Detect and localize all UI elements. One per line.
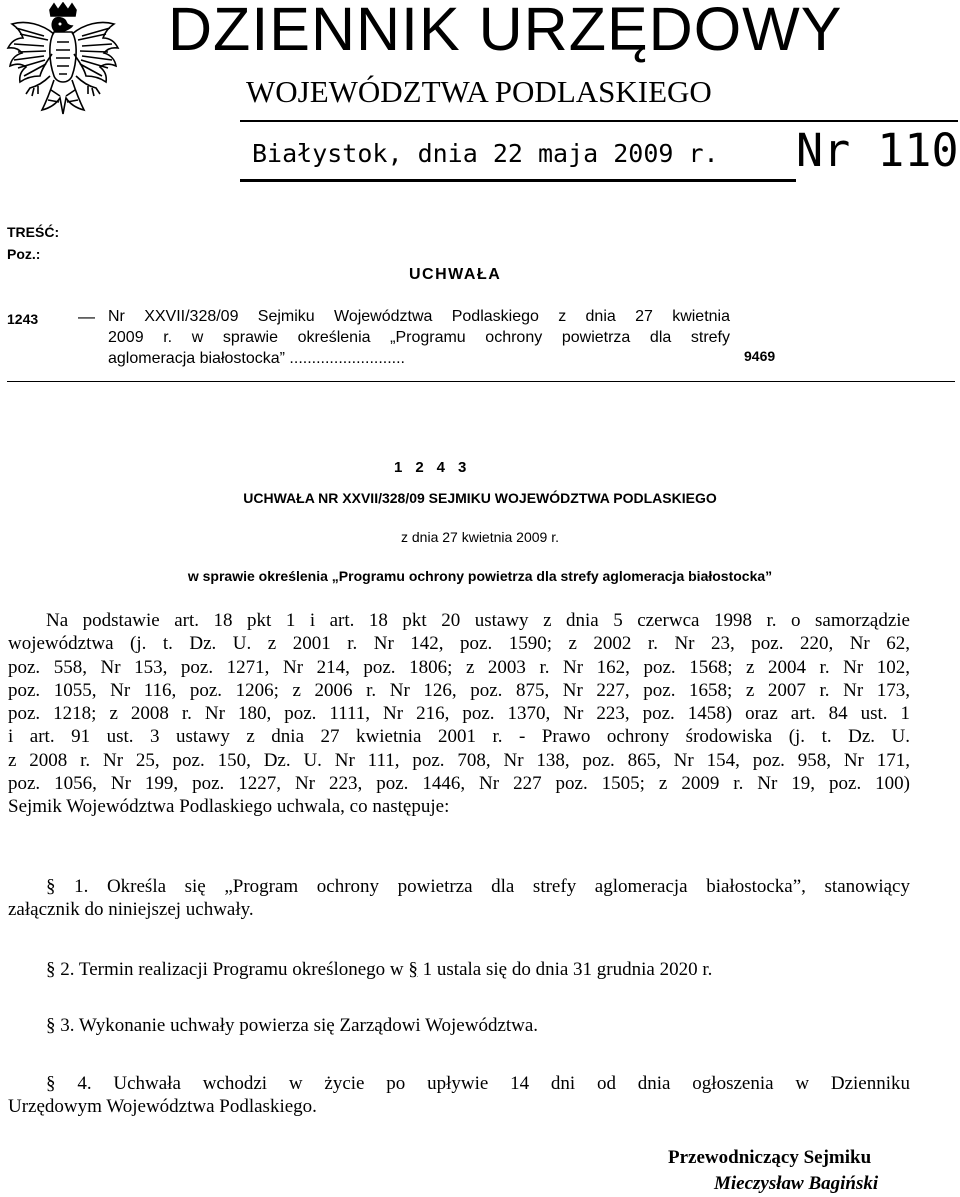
toc-poz-label: Poz.: — [7, 246, 41, 262]
section-text: Termin realizacji Programu określonego w — [78, 959, 409, 980]
section-4-line-2: Urzędowym Województwa Podlaskiego. — [8, 1096, 317, 1118]
document-position-number: 1243 — [394, 459, 480, 476]
toc-divider — [7, 381, 955, 382]
section-reference-mark: § — [408, 959, 418, 980]
preamble-line: poz. 1055, Nr 116, poz. 1206; z 2006 r. Nr 126, poz. 875, Nr 227, poz. 1658; z 2007 r. Nr 173, — [8, 679, 910, 701]
section-mark: § — [46, 1073, 56, 1094]
section-text: Określa się „Program ochrony powietrza dla strefy aglomeracja białostocka”, stanowiący — [106, 876, 910, 897]
issue-number: Nr 110 — [796, 124, 959, 177]
section-number: 2. — [60, 959, 75, 980]
toc-entry-page[interactable]: 9469 — [744, 348, 776, 364]
section-text: Wykonanie uchwały powierza się Zarządowi Województwa. — [78, 1015, 539, 1036]
issue-underline-divider — [240, 179, 796, 182]
section-4-line-1 — [8, 1072, 910, 1095]
toc-entry-number: 1243 — [7, 311, 39, 327]
section-number: 4. — [77, 1073, 92, 1094]
document-date: z dnia 27 kwietnia 2009 r. — [401, 529, 559, 545]
preamble-line: i art. 91 ust. 3 ustawy z dnia 27 kwietnia 2001 r. - Prawo ochrony środowiska (j. t. Dz. U. — [8, 726, 910, 748]
section-text-end: ustala się do dnia 31 grudnia 2020 r. — [432, 959, 713, 980]
toc-label: TREŚĆ: — [7, 224, 60, 240]
toc-entry-line: 2009 r. w sprawie określenia „Programu ochrony powietrza dla strefy — [108, 329, 730, 346]
preamble-line: Na podstawie art. 18 pkt 1 i art. 18 pkt 20 ustawy z dnia 5 czerwca 1998 r. o samorządzie — [46, 610, 910, 631]
section-mark: § — [46, 1015, 56, 1036]
preamble-line: Sejmik Województwa Podlaskiego uchwala, co następuje: — [8, 796, 450, 818]
section-mark: § — [46, 876, 56, 897]
section-1 — [8, 875, 910, 922]
document-title: UCHWAŁA NR XXVII/328/09 SEJMIKU WOJEWÓDZTWA PODLASKIEGO — [243, 490, 717, 506]
signature-name: Mieczysław Bagiński — [714, 1173, 879, 1194]
section-mark: § — [46, 959, 56, 980]
masthead-divider — [240, 120, 958, 122]
document-subject: w sprawie określenia „Programu ochrony powietrza dla strefy aglomeracja białostocka” — [187, 568, 773, 584]
toc-section-heading: UCHWAŁA — [409, 266, 502, 283]
polish-eagle-emblem-icon — [4, 2, 122, 127]
section-3-line-1 — [8, 1014, 910, 1037]
section-2-line-1 — [8, 958, 910, 981]
toc-entry-line: Nr XXVII/328/09 Sejmiku Województwa Podlaskiego z dnia 27 kwietnia — [108, 308, 730, 325]
preamble-line: województwa (j. t. Dz. U. z 2001 r. Nr 142, poz. 1590; z 2002 r. Nr 23, poz. 220, Nr 62, — [8, 633, 910, 655]
preamble-line: poz. 1218; z 2008 r. Nr 180, poz. 1111, Nr 216, poz. 1370, Nr 223, poz. 1458) oraz art. 84 ust. 1 — [8, 703, 910, 725]
section-2 — [8, 958, 910, 981]
masthead-title: DZIENNIK URZĘDOWY — [168, 0, 843, 63]
section-number: 1. — [74, 876, 89, 897]
document-preamble — [8, 609, 910, 819]
section-4 — [8, 1072, 910, 1119]
section-1-line-2: załącznik do niniejszej uchwały. — [8, 899, 254, 921]
signature-role: Przewodniczący Sejmiku — [668, 1147, 872, 1168]
masthead-subtitle: WOJEWÓDZTWA PODLASKIEGO — [246, 74, 712, 109]
toc-entry-line: aglomeracja białostocka” .......................... — [108, 350, 405, 367]
toc-entry-description[interactable] — [108, 306, 730, 369]
preamble-line: poz. 1056, Nr 199, poz. 1227, Nr 223, poz. 1446, Nr 227 poz. 1505; z 2009 r. Nr 19, poz. 100) — [8, 773, 910, 795]
toc-entry-dash: — — [78, 307, 95, 326]
section-text: Uchwała wchodzi w życie po upływie 14 dni od dnia ogłoszenia w Dzienniku — [113, 1073, 911, 1094]
section-reference-number: 1 — [422, 959, 433, 980]
preamble-line: z 2008 r. Nr 25, poz. 150, Dz. U. Nr 111, poz. 708, Nr 138, poz. 865, Nr 154, poz. 958, Nr 171, — [8, 749, 910, 771]
preamble-line: poz. 558, Nr 153, poz. 1271, Nr 214, poz. 1806; z 2003 r. Nr 162, poz. 1568; z 2004 r. Nr 102, — [8, 656, 910, 678]
section-number: 3. — [60, 1015, 75, 1036]
section-1-line-1 — [8, 875, 910, 898]
section-3 — [8, 1014, 910, 1037]
issue-place-date: Białystok, dnia 22 maja 2009 r. — [252, 139, 719, 168]
